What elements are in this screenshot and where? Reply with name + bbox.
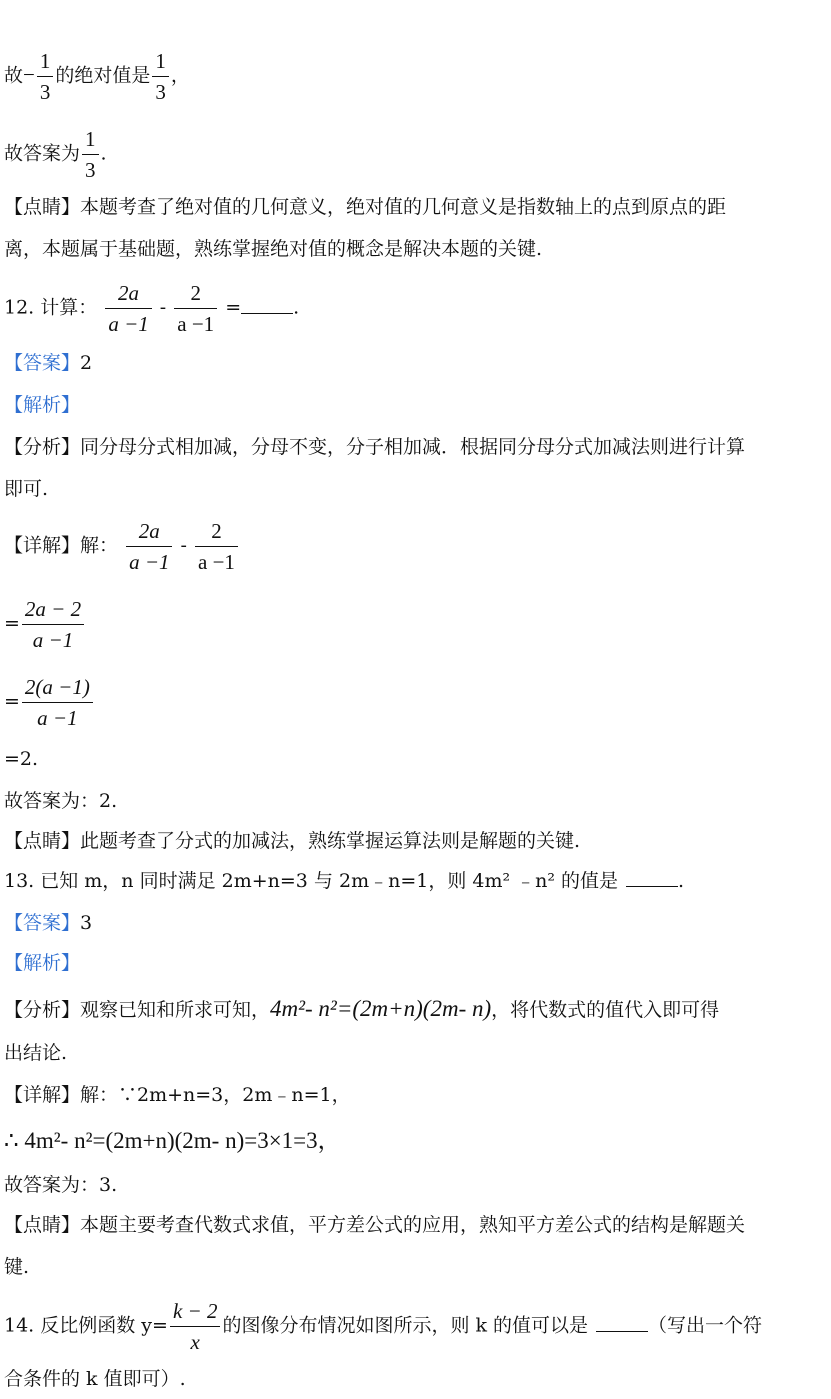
text-gu: 故 — [4, 64, 24, 87]
fenxi-q12-line2: 即可. — [4, 478, 49, 500]
fraction-one-third-result: $\frac{1}{3}$ — [152, 46, 169, 107]
answer-line-q11: 故答案为 $\frac{1}{3}$ . — [4, 124, 107, 185]
jiexi-tag-q12: 【解析】 — [4, 394, 81, 416]
fraction-2-over-a-minus-1: $\frac{2}{a -1}$ — [195, 516, 238, 577]
fenxi-q13-line2: 出结论. — [4, 1042, 68, 1064]
answer-blank — [626, 868, 678, 887]
dianjing-q11-line1: 【点睛】本题考查了绝对值的几何意义，绝对值的几何意义是指数轴上的点到原点的距 — [4, 196, 727, 218]
dianjing-q13-line1: 【点睛】本题主要考查代数式求值，平方差公式的应用，熟知平方差公式的结构是解题关 — [4, 1214, 746, 1236]
step2-q12: = $\frac{2(a -1)}{a -1}$ — [4, 672, 95, 733]
fraction-step1: $\frac{2a - 2}{a -1}$ — [22, 594, 84, 655]
step3-q12: =2. — [4, 748, 39, 770]
answer-q13: 【答案】3 — [4, 912, 93, 934]
question-14: 14. 反比例函数 y= $\frac{k - 2}{x}$ 的图像分布情况如图所示，则 k 的值可以是 （写出一个符 — [4, 1296, 762, 1357]
fraction-one-third: $\frac{1}{3}$ — [37, 46, 54, 107]
fraction-2-over-a-minus-1: $\frac{2}{a -1}$ — [174, 278, 217, 339]
fraction-2a-over-a-minus-1: $\frac{2a}{a -1}$ — [105, 278, 151, 339]
conclusion-q12: 故答案为：2. — [4, 790, 118, 812]
fenxi-q12-line1: 【分析】同分母分式相加减，分母不变，分子相加减．根据同分母分式加减法则进行计算 — [4, 436, 746, 458]
answer-q12: 【答案】2 — [4, 352, 93, 374]
formula-difference-of-squares: 4m²- n²=(2m+n)(2m- n) — [270, 996, 492, 1021]
question-12: 12. 计算： $\frac{2a}{a -1}$ - $\frac{2}{a -1}$ = . — [4, 278, 299, 339]
answer-blank — [596, 1313, 648, 1332]
fraction-2a-over-a-minus-1: $\frac{2a}{a -1}$ — [126, 516, 172, 577]
jiexi-tag-q13: 【解析】 — [4, 952, 81, 974]
dianjing-q11-line2: 离，本题属于基础题，熟练掌握绝对值的概念是解决本题的关键. — [4, 238, 543, 260]
minus-sign: − — [23, 62, 35, 87]
conclusion-q13: 故答案为：3. — [4, 1174, 118, 1196]
fraction-step2: $\frac{2(a -1)}{a -1}$ — [22, 672, 93, 733]
fraction-k-minus-2-over-x: $\frac{k - 2}{x}$ — [170, 1296, 221, 1357]
text-abs-is: 的绝对值是 — [55, 64, 151, 87]
dianjing-q13-line2: 键. — [4, 1256, 30, 1278]
therefore-q13: ∴ 4m²- n²=(2m+n)(2m- n)=3×1=3， — [4, 1128, 341, 1153]
question-13: 13. 已知 m，n 同时满足 2m+n=3 与 2m﹣n=1，则 4m² ﹣n² 的值是 . — [4, 870, 685, 892]
abs-value-line: 故− $\frac{1}{3}$ 的绝对值是 $\frac{1}{3}$ ， — [4, 46, 190, 107]
step1-q12: = $\frac{2a - 2}{a -1}$ — [4, 594, 86, 655]
question-14-line2: 合条件的 k 值即可）. — [4, 1368, 186, 1390]
fraction-answer: $\frac{1}{3}$ — [82, 124, 99, 185]
answer-blank — [241, 295, 293, 314]
xiangjie-q13: 【详解】解：∵2m+n=3，2m﹣n=1， — [4, 1084, 351, 1106]
xiangjie-q12: 【详解】解： $\frac{2a}{a -1}$ - $\frac{2}{a -1}$ — [4, 516, 240, 577]
dianjing-q12: 【点睛】此题考查了分式的加减法，熟练掌握运算法则是解题的关键. — [4, 830, 581, 852]
fenxi-q13-line1: 【分析】观察已知和所求可知，4m²- n²=(2m+n)(2m- n)，将代数式的值代入即可得 — [4, 996, 720, 1021]
